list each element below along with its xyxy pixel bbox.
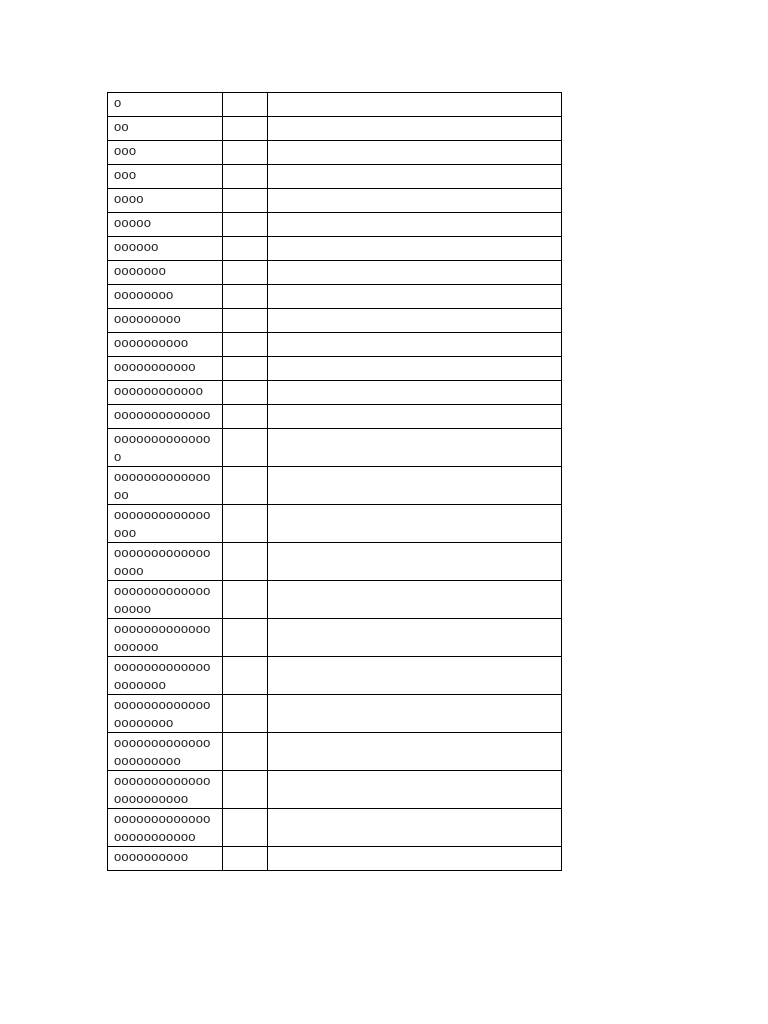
empty-cell bbox=[223, 733, 268, 771]
table-row bbox=[108, 93, 562, 117]
row-label-cell: oooooooooo bbox=[108, 847, 223, 871]
empty-cell bbox=[223, 333, 268, 357]
row-label-cell: oooooooooooooooooo bbox=[108, 581, 223, 619]
empty-cell bbox=[268, 847, 562, 871]
empty-cell bbox=[268, 357, 562, 381]
table-row bbox=[108, 467, 562, 505]
row-label-cell: oooo bbox=[108, 189, 223, 213]
table-row bbox=[108, 285, 562, 309]
table-row bbox=[108, 581, 562, 619]
empty-cell bbox=[223, 237, 268, 261]
empty-cell bbox=[223, 141, 268, 165]
empty-cell bbox=[268, 405, 562, 429]
row-label-cell: o bbox=[108, 93, 223, 117]
table-body bbox=[108, 93, 562, 871]
empty-cell bbox=[223, 405, 268, 429]
empty-cell bbox=[268, 165, 562, 189]
empty-cell bbox=[268, 467, 562, 505]
data-table bbox=[107, 92, 562, 871]
empty-cell bbox=[268, 657, 562, 695]
empty-cell bbox=[223, 619, 268, 657]
empty-cell bbox=[223, 189, 268, 213]
table-row bbox=[108, 261, 562, 285]
empty-cell bbox=[268, 261, 562, 285]
empty-cell bbox=[223, 809, 268, 847]
table-row bbox=[108, 733, 562, 771]
empty-cell bbox=[223, 285, 268, 309]
row-label-cell: oooooooooooo bbox=[108, 381, 223, 405]
empty-cell bbox=[223, 117, 268, 141]
empty-cell bbox=[223, 505, 268, 543]
row-label-cell: ooooooooooooooo bbox=[108, 467, 223, 505]
row-label-cell: ooooooooooooooooooooo bbox=[108, 695, 223, 733]
empty-cell bbox=[223, 847, 268, 871]
row-label-cell: oooooooooo bbox=[108, 333, 223, 357]
empty-cell bbox=[268, 141, 562, 165]
empty-cell bbox=[223, 261, 268, 285]
empty-cell bbox=[268, 309, 562, 333]
table-row bbox=[108, 505, 562, 543]
empty-cell bbox=[223, 357, 268, 381]
empty-cell bbox=[223, 695, 268, 733]
table-row bbox=[108, 695, 562, 733]
empty-cell bbox=[223, 581, 268, 619]
empty-cell bbox=[223, 165, 268, 189]
table-row bbox=[108, 543, 562, 581]
empty-cell bbox=[223, 467, 268, 505]
table-row bbox=[108, 405, 562, 429]
row-label-cell: oo bbox=[108, 117, 223, 141]
row-label-cell: oooooooooooooooooooooo bbox=[108, 733, 223, 771]
row-label-cell: ooo bbox=[108, 165, 223, 189]
table-row bbox=[108, 117, 562, 141]
table-row bbox=[108, 771, 562, 809]
table-row bbox=[108, 357, 562, 381]
empty-cell bbox=[268, 381, 562, 405]
empty-cell bbox=[268, 213, 562, 237]
empty-cell bbox=[268, 285, 562, 309]
empty-cell bbox=[223, 771, 268, 809]
empty-cell bbox=[268, 809, 562, 847]
empty-cell bbox=[268, 189, 562, 213]
document-table-container bbox=[107, 92, 561, 871]
empty-cell bbox=[268, 429, 562, 467]
table-row bbox=[108, 333, 562, 357]
empty-cell bbox=[223, 657, 268, 695]
empty-cell bbox=[268, 581, 562, 619]
table-row bbox=[108, 309, 562, 333]
empty-cell bbox=[223, 213, 268, 237]
empty-cell bbox=[268, 695, 562, 733]
row-label-cell: ooooo bbox=[108, 213, 223, 237]
row-label-cell: ooooooooooo bbox=[108, 357, 223, 381]
table-row bbox=[108, 809, 562, 847]
empty-cell bbox=[223, 93, 268, 117]
table-row bbox=[108, 237, 562, 261]
table-row bbox=[108, 847, 562, 871]
table-row bbox=[108, 619, 562, 657]
table-row bbox=[108, 381, 562, 405]
row-label-cell: oooooo bbox=[108, 237, 223, 261]
empty-cell bbox=[268, 237, 562, 261]
empty-cell bbox=[268, 117, 562, 141]
table-row bbox=[108, 165, 562, 189]
table-row bbox=[108, 657, 562, 695]
empty-cell bbox=[268, 505, 562, 543]
empty-cell bbox=[268, 619, 562, 657]
row-label-cell: oooooooooooooooo bbox=[108, 505, 223, 543]
row-label-cell: oooooooooooooooooooooooo bbox=[108, 809, 223, 847]
empty-cell bbox=[223, 309, 268, 333]
empty-cell bbox=[223, 381, 268, 405]
row-label-cell: oooooooooooooo bbox=[108, 429, 223, 467]
table-row bbox=[108, 213, 562, 237]
row-label-cell: ooooooooooooooooooo bbox=[108, 619, 223, 657]
row-label-cell: ooooooooo bbox=[108, 309, 223, 333]
row-label-cell: oooooooooooooooooooo bbox=[108, 657, 223, 695]
empty-cell bbox=[268, 93, 562, 117]
row-label-cell: ooooooo bbox=[108, 261, 223, 285]
table-row bbox=[108, 429, 562, 467]
empty-cell bbox=[268, 771, 562, 809]
row-label-cell: ooooooooooooooooo bbox=[108, 543, 223, 581]
empty-cell bbox=[223, 429, 268, 467]
row-label-cell: ooooooooooooo bbox=[108, 405, 223, 429]
table-row bbox=[108, 141, 562, 165]
row-label-cell: oooooooo bbox=[108, 285, 223, 309]
row-label-cell: ooo bbox=[108, 141, 223, 165]
empty-cell bbox=[268, 333, 562, 357]
table-row bbox=[108, 189, 562, 213]
empty-cell bbox=[268, 733, 562, 771]
empty-cell bbox=[268, 543, 562, 581]
row-label-cell: ooooooooooooooooooooooo bbox=[108, 771, 223, 809]
empty-cell bbox=[223, 543, 268, 581]
